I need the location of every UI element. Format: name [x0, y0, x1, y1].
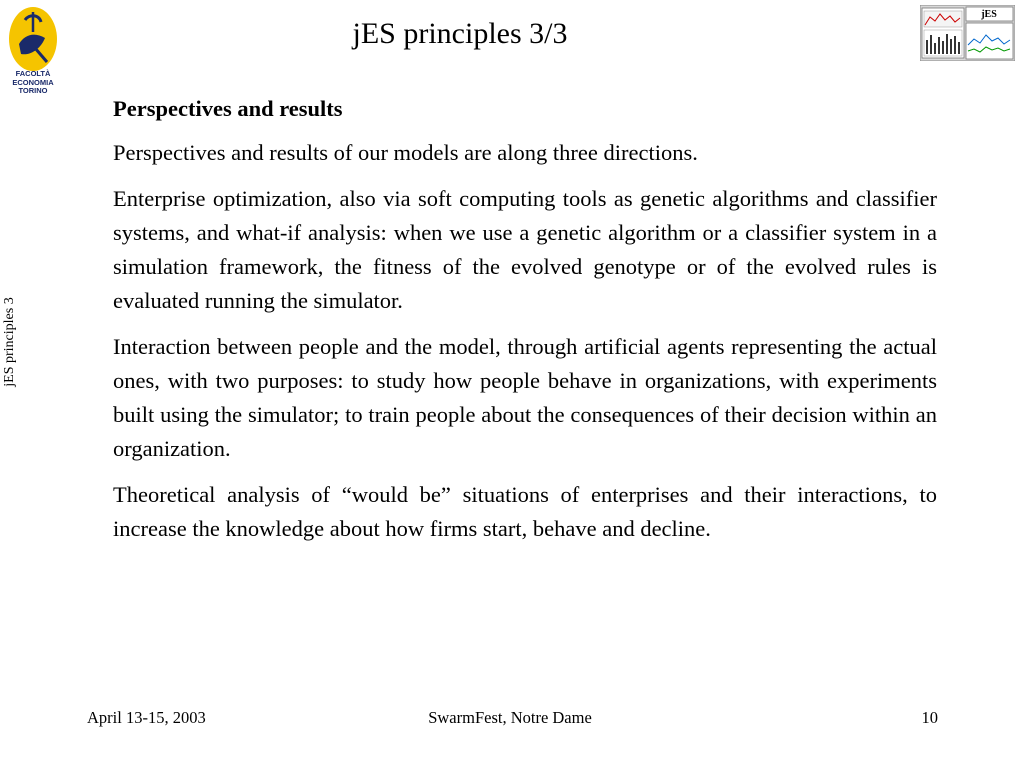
paragraph-theoretical-analysis: Theoretical analysis of “would be” situations of enterprises and their interactions, to increase the knowledge about how firms start, behave and decline. — [113, 482, 937, 541]
slide-content — [113, 92, 937, 558]
slide-title: jES principles 3/3 — [352, 17, 568, 50]
footer-event: SwarmFest, Notre Dame — [428, 708, 592, 727]
paragraph-directions: Perspectives and results of our models are along three directions. — [113, 140, 698, 165]
logo-line-2: ECONOMIA — [12, 77, 54, 87]
logo-line-1: FACOLTÀ — [15, 69, 51, 78]
paragraph-enterprise-optimization: Enterprise optimization, also via soft computing tools as genetic algorithms and classifier systems, and what-if analysis: when we use a genetic algorithm or a classifier system in a simulation framework, the fitness of the evolved genotype or of the evolved rules is evaluated running the simulator. — [113, 186, 937, 313]
faculty-emblem-icon — [5, 4, 61, 74]
footer-date: April 13-15, 2003 — [87, 708, 206, 727]
side-slide-label: jES principles 3 — [2, 297, 17, 387]
logo-line-3: TORINO — [18, 86, 48, 95]
footer-page-number: 10 — [921, 708, 938, 727]
content-heading: Perspectives and results — [113, 96, 343, 121]
paragraph-interaction: Interaction between people and the model, through artificial agents representing the actual ones, with two purposes: to study how people behave in organizations, with experiments built using the simulator; to train people about the consequences of their decision within an organization. — [113, 334, 937, 461]
thumbnail-label: jES — [981, 9, 997, 20]
faculty-logo-text — [2, 70, 64, 96]
jes-screenshot-thumbnail — [920, 5, 1015, 61]
